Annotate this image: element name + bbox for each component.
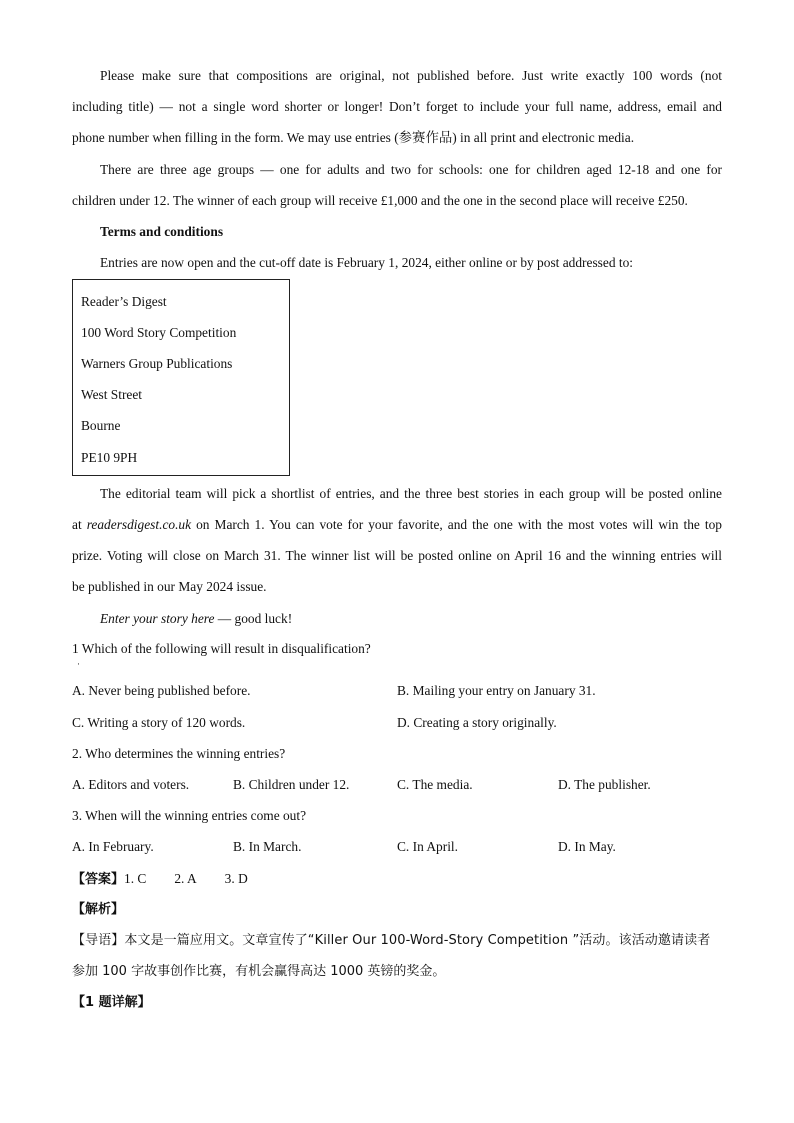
address-line: 100 Word Story Competition [81,325,237,340]
detail-heading: 【1 题详解】 [72,995,151,1010]
analysis-label: 【解析】 [72,902,125,917]
guide-line2: 参加 100 字故事创作比赛，有机会赢得高达 1000 英镑的奖金。 [72,964,446,979]
q1-option-b: B. Mailing your entry on January 31. [397,683,596,698]
passage-p1-line1: Please make sure that compositions are original, not published before. Just write exactly 100 words (not [100,68,722,83]
q3-option-b: B. In March. [233,839,302,854]
p5-rest: — good luck! [214,611,293,626]
q1-option-a: A. Never being published before. [72,683,251,698]
q1-option-c: C. Writing a story of 120 words. [72,715,246,730]
question-3-stem: 3. When will the winning entries come out? [72,808,307,823]
question-1-stem: 1 Which of the following will result in disqualification? [72,641,371,656]
passage-p2-line2: children under 12. The winner of each group will receive £1,000 and the one in the second place will receive £250. [72,193,688,208]
p4-at: at [72,517,87,532]
website-link-text: readersdigest.co.uk [86,517,192,532]
address-line: PE10 9PH [81,450,138,465]
answer-item: 3. D [224,871,248,886]
question-2-stem: 2. Who determines the winning entries? [72,746,286,761]
q3-option-a: A. In February. [72,839,154,854]
q2-option-b: B. Children under 12. [233,777,350,792]
guide-line1: 【导语】本文是一篇应用文。文章宣传了“Killer Our 100-Word-Story Competition ”活动。该活动邀请读者 [72,933,711,948]
answer-line [72,871,248,888]
answer-label: 【答案】 [72,872,125,887]
p5-italic: Enter your story here [100,611,215,626]
passage-p2-line1: There are three age groups — one for adults and two for schools: one for children aged 12-18 and one for [100,162,722,177]
address-box [72,279,290,476]
passage-p4-line4: be published in our May 2024 issue. [72,579,267,594]
address-line: West Street [81,387,143,402]
address-line: Reader’s Digest [81,294,167,309]
terms-heading: Terms and conditions [100,224,224,239]
passage-p4-line3: prize. Voting will close on March 31. The winner list will be posted online on April 16 and the winning entries will [72,548,722,563]
passage-p1-line2: including title) — not a single word shorter or longer! Don’t forget to include your full name, address, email and [72,99,722,114]
q1-option-d: D. Creating a story originally. [397,715,557,730]
address-line: Bourne [81,418,121,433]
p4-rest: on March 1. You can vote for your favorite, and the one with the most votes will win the top [191,517,722,532]
answer-item: 1. C [124,871,147,886]
q3-option-d: D. In May. [558,839,616,854]
answer-item: 2. A [174,871,197,886]
q3-option-c: C. In April. [397,839,459,854]
passage-p5 [100,611,292,627]
address-line: Warners Group Publications [81,356,233,371]
q2-option-d: D. The publisher. [558,777,651,792]
passage-p4-line2 [72,517,722,533]
passage-p3-line1: Entries are now open and the cut-off date is February 1, 2024, either online or by post addressed to: [100,255,634,270]
passage-p1-line3: phone number when filling in the form. We may use entries (参赛作品) in all print and electronic media. [72,130,635,145]
q2-option-c: C. The media. [397,777,473,792]
stray-dot: · [77,659,80,669]
q2-option-a: A. Editors and voters. [72,777,190,792]
passage-p4-line1: The editorial team will pick a shortlist of entries, and the three best stories in each group will be posted online [100,486,722,501]
